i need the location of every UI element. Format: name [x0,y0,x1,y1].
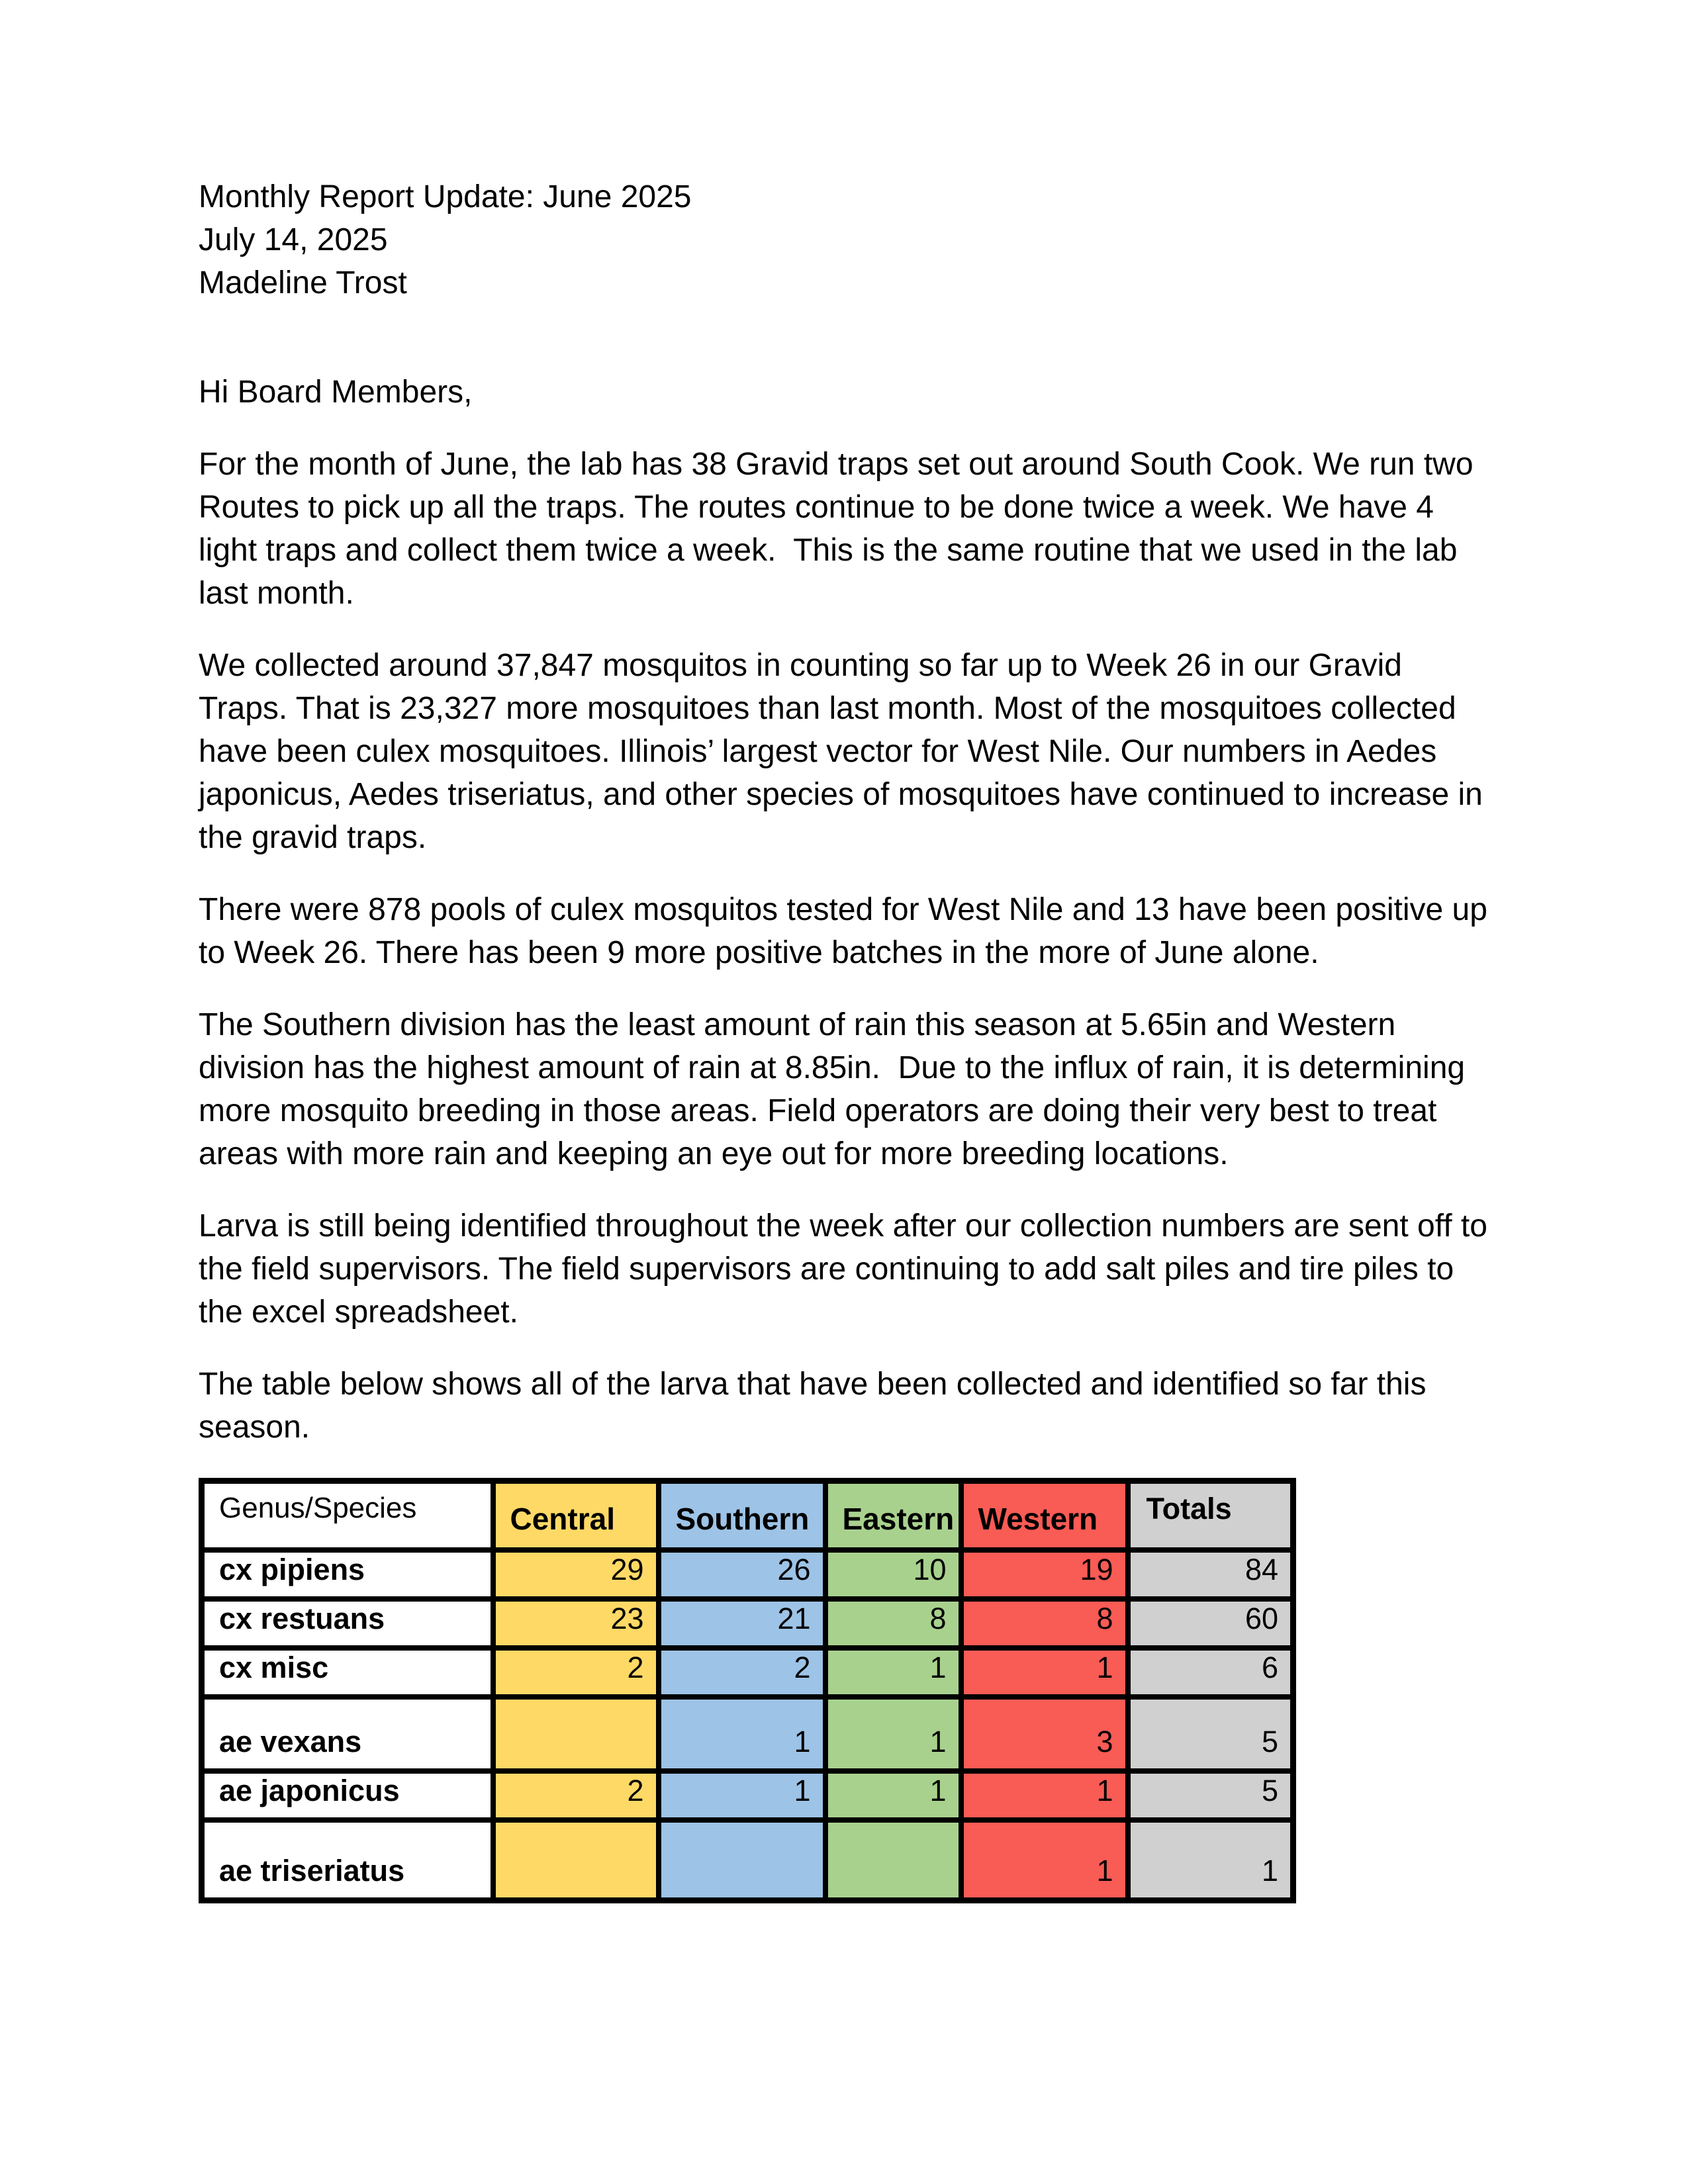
cell-total: 6 [1128,1648,1293,1697]
table-header-row [202,1481,1293,1550]
cell-total: 60 [1128,1599,1293,1648]
document-header [199,175,1489,304]
table-row-cx-pipiens [202,1550,1293,1599]
cell-species: ae vexans [202,1697,493,1771]
cell-southern: 26 [659,1550,825,1599]
cell-southern: 2 [659,1648,825,1697]
cell-eastern: 8 [825,1599,961,1648]
cell-western: 1 [961,1820,1128,1901]
cell-central [493,1820,659,1901]
col-header-southern: Southern [659,1481,825,1550]
cell-total: 84 [1128,1550,1293,1599]
cell-central [493,1697,659,1771]
cell-species: cx pipiens [202,1550,493,1599]
cell-western: 19 [961,1550,1128,1599]
col-header-eastern: Eastern [825,1481,961,1550]
col-header-genus-species: Genus/Species [202,1481,493,1550]
cell-species: cx restuans [202,1599,493,1648]
doc-author: Madeline Trost [199,265,407,300]
table-row-ae-japonicus [202,1771,1293,1820]
paragraph-rainfall: The Southern division has the least amount of rain this season at 5.65in and Western division has the highest amount of rain at 8.85in. Due to the influx of rain, it is determining more mosquito breeding in those areas. Field operators are doing their very best to treat areas with more rain and keeping an eye out for more breeding locations. [199,1007,1474,1171]
paragraph-table-intro: The table below shows all of the larva that have been collected and identified so far this season. [199,1367,1435,1445]
cell-total: 5 [1128,1697,1293,1771]
cell-southern: 21 [659,1599,825,1648]
table-row-cx-restuans [202,1599,1293,1648]
cell-species: ae triseriatus [202,1820,493,1901]
cell-total: 5 [1128,1771,1293,1820]
cell-total: 1 [1128,1820,1293,1901]
cell-southern: 1 [659,1771,825,1820]
larva-table [199,1478,1296,1903]
doc-date: July 14, 2025 [199,222,388,257]
cell-central: 2 [493,1771,659,1820]
paragraph-routine: For the month of June, the lab has 38 Gravid traps set out around South Cook. We run two Routes to pick up all the traps. The routes continue to be done twice a week. We have 4 light traps and collect them twice a week. This is the same routine that we used in the lab last month. [199,447,1482,611]
col-header-central: Central [493,1481,659,1550]
paragraph-collection: We collected around 37,847 mosquitos in counting so far up to Week 26 in our Gravid Traps. That is 23,327 more mosquitoes than last month. Most of the mosquitoes collected have been culex mosquitoes. Illinois’ largest vector for West Nile. Our numbers in Aedes japonicus, Aedes triseriatus, and other species of mosquitoes have continued to increase in the gravid traps. [199,648,1492,855]
col-header-totals: Totals [1128,1481,1293,1550]
cell-western: 1 [961,1648,1128,1697]
cell-eastern: 1 [825,1771,961,1820]
cell-western: 3 [961,1697,1128,1771]
cell-species: ae japonicus [202,1771,493,1820]
cell-western: 1 [961,1771,1128,1820]
cell-eastern: 1 [825,1648,961,1697]
cell-eastern [825,1820,961,1901]
doc-title: Monthly Report Update: June 2025 [199,179,692,214]
col-header-western: Western [961,1481,1128,1550]
table-row-cx-misc [202,1648,1293,1697]
cell-central: 2 [493,1648,659,1697]
cell-eastern: 1 [825,1697,961,1771]
paragraph-west-nile: There were 878 pools of culex mosquitos tested for West Nile and 13 have been positive up to Week 26. There has been 9 more positive batches in the more of June alone. [199,892,1497,970]
cell-central: 29 [493,1550,659,1599]
cell-eastern: 10 [825,1550,961,1599]
cell-central: 23 [493,1599,659,1648]
cell-southern: 1 [659,1697,825,1771]
cell-western: 8 [961,1599,1128,1648]
table-row-ae-triseriatus [202,1820,1293,1901]
cell-southern [659,1820,825,1901]
cell-species: cx misc [202,1648,493,1697]
table-row-ae-vexans [202,1697,1293,1771]
greeting: Hi Board Members, [199,375,473,410]
paragraph-larva: Larva is still being identified throughout the week after our collection numbers are sent off to the field supervisors. The field supervisors are continuing to add salt piles and tire piles to the excel spreadsheet. [199,1208,1497,1330]
